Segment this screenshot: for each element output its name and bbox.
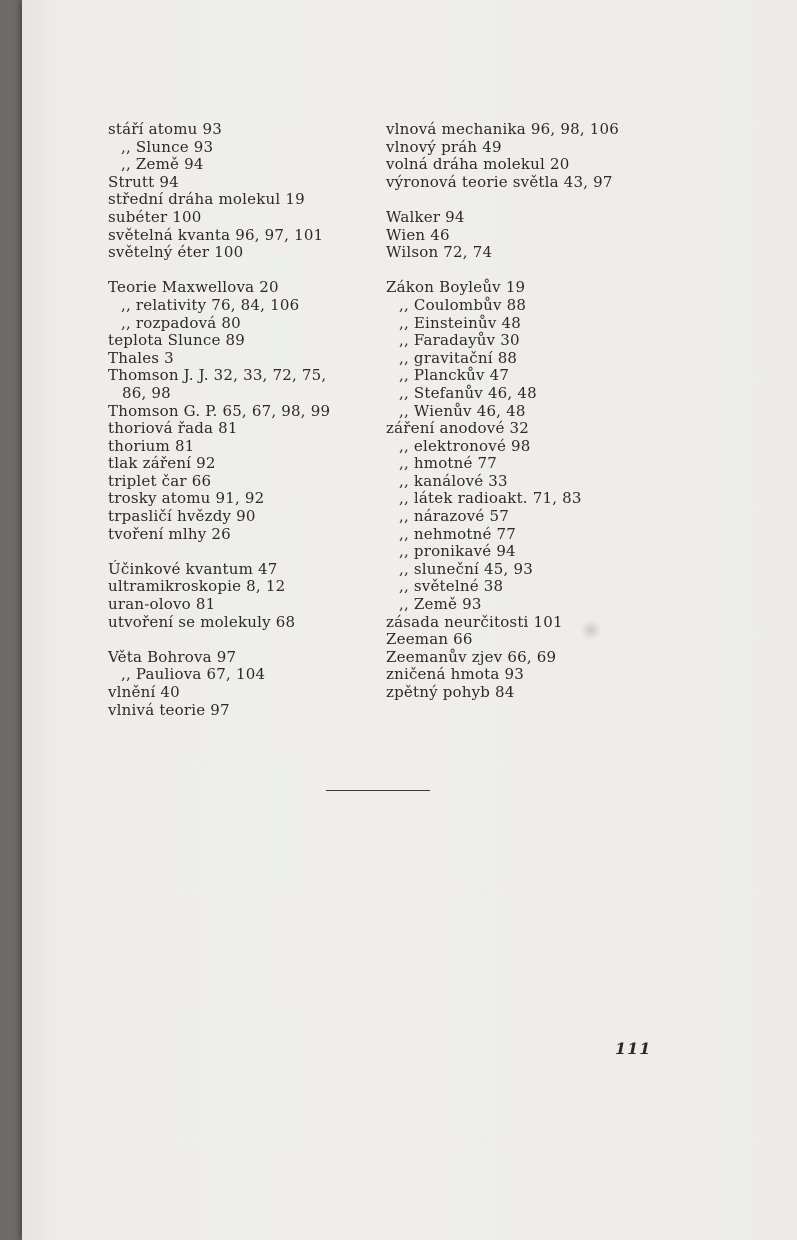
index-subentry: ,, kanálové 33 <box>399 471 508 490</box>
index-subentry: ,, látek radioakt. 71, 83 <box>399 489 582 508</box>
index-entry: střední dráha molekul 19 <box>108 190 305 209</box>
index-subentry: ,, Wienův 46, 48 <box>399 401 526 420</box>
index-subentry: ,, hmotné 77 <box>399 454 498 473</box>
index-subentry: ,, pronikavé 94 <box>399 542 516 561</box>
index-entry: Thales 3 <box>108 348 174 367</box>
index-entry: vlnění 40 <box>108 683 180 701</box>
index-column-right <box>386 121 686 719</box>
index-subentry: ,, Einsteinův 48 <box>399 313 521 332</box>
index-entry: Zeeman 66 <box>386 630 473 649</box>
index-entry: subéter 100 <box>108 207 202 226</box>
index-subentry: ,, sluneční 45, 93 <box>399 559 533 578</box>
paper-smudge <box>580 620 602 640</box>
book-page <box>22 0 797 1240</box>
index-entry: Thomson J. J. 32, 33, 72, 75, <box>108 366 327 385</box>
index-entry: ultramikroskopie 8, 12 <box>108 577 286 596</box>
index-subentry: ,, elektronové 98 <box>399 436 531 455</box>
index-subentry: ,, Země 93 <box>399 595 482 614</box>
index-entry: utvoření se molekuly 68 <box>108 612 296 631</box>
index-entry: trosky atomu 91, 92 <box>108 489 265 508</box>
index-subentry: ,, nárazové 57 <box>399 507 509 526</box>
index-entry: stáří atomu 93 <box>108 120 222 138</box>
index-group <box>386 121 686 191</box>
index-entry: světelný éter 100 <box>108 243 244 262</box>
index-entry: vlnivá teorie 97 <box>108 700 230 719</box>
index-entry: Zákon Boyleův 19 <box>386 278 526 297</box>
index-entry: teplota Slunce 89 <box>108 331 246 350</box>
index-group <box>386 279 686 701</box>
index-group <box>108 121 388 262</box>
index-subentry: ,, Coulombův 88 <box>399 295 527 314</box>
index-subentry: ,, relativity 76, 84, 106 <box>121 295 300 314</box>
index-entry: tlak záření 92 <box>108 454 216 473</box>
index-entry: výronová teorie světla 43, 97 <box>386 172 613 191</box>
index-entry: vlnový práh 49 <box>386 137 502 156</box>
index-entry: triplet čar 66 <box>108 471 212 490</box>
index-entry: vlnová mechanika 96, 98, 106 <box>386 120 619 138</box>
index-entry: zpětný pohyb 84 <box>386 683 515 701</box>
index-entry: zásada neurčitosti 101 <box>386 612 563 631</box>
index-subentry: ,, Planckův 47 <box>399 366 510 385</box>
index-entry: trpasličí hvězdy 90 <box>108 507 256 526</box>
index-entry: Wien 46 <box>386 225 450 244</box>
index-entry: Věta Bohrova 97 <box>108 647 237 666</box>
index-entry: Strutt 94 <box>108 172 179 191</box>
index-subentry: ,, rozpadová 80 <box>121 313 241 332</box>
index-entry: světelná kvanta 96, 97, 101 <box>108 225 324 244</box>
index-entry: tvoření mlhy 26 <box>108 524 231 543</box>
index-subentry: ,, Slunce 93 <box>121 137 214 156</box>
index-group <box>108 279 388 543</box>
index-entry: Účinkové kvantum 47 <box>108 559 278 578</box>
index-group <box>108 561 388 631</box>
index-group <box>108 649 388 719</box>
index-subentry: ,, Faradayův 30 <box>399 331 520 350</box>
index-subentry: ,, Pauliova 67, 104 <box>121 665 266 684</box>
end-rule <box>326 790 430 791</box>
index-entry: uran-olovo 81 <box>108 595 216 614</box>
index-entry: záření anodové 32 <box>386 419 529 438</box>
index-entry: zničená hmota 93 <box>386 665 524 684</box>
index-entry: Walker 94 <box>386 207 465 226</box>
index-subentry: ,, gravitační 88 <box>399 348 518 367</box>
index-entry: Zeemanův zjev 66, 69 <box>386 647 557 666</box>
index-entry: volná dráha molekul 20 <box>386 155 570 174</box>
index-entry: Teorie Maxwellova 20 <box>108 278 279 297</box>
index-entry: Thomson G. P. 65, 67, 98, 99 <box>108 401 331 420</box>
index-entry: Wilson 72, 74 <box>386 243 493 262</box>
index-group <box>386 209 686 262</box>
index-column-left <box>108 121 388 737</box>
page-number: 111 <box>615 1039 652 1058</box>
index-entry: thoriová řada 81 <box>108 419 238 438</box>
index-subentry: ,, nehmotné 77 <box>399 524 516 543</box>
index-entry: thorium 81 <box>108 436 195 455</box>
index-subentry: ,, Stefanův 46, 48 <box>399 383 537 402</box>
index-continuation: 86, 98 <box>122 383 171 402</box>
index-subentry: ,, Země 94 <box>121 155 204 174</box>
index-subentry: ,, světelné 38 <box>399 577 504 596</box>
